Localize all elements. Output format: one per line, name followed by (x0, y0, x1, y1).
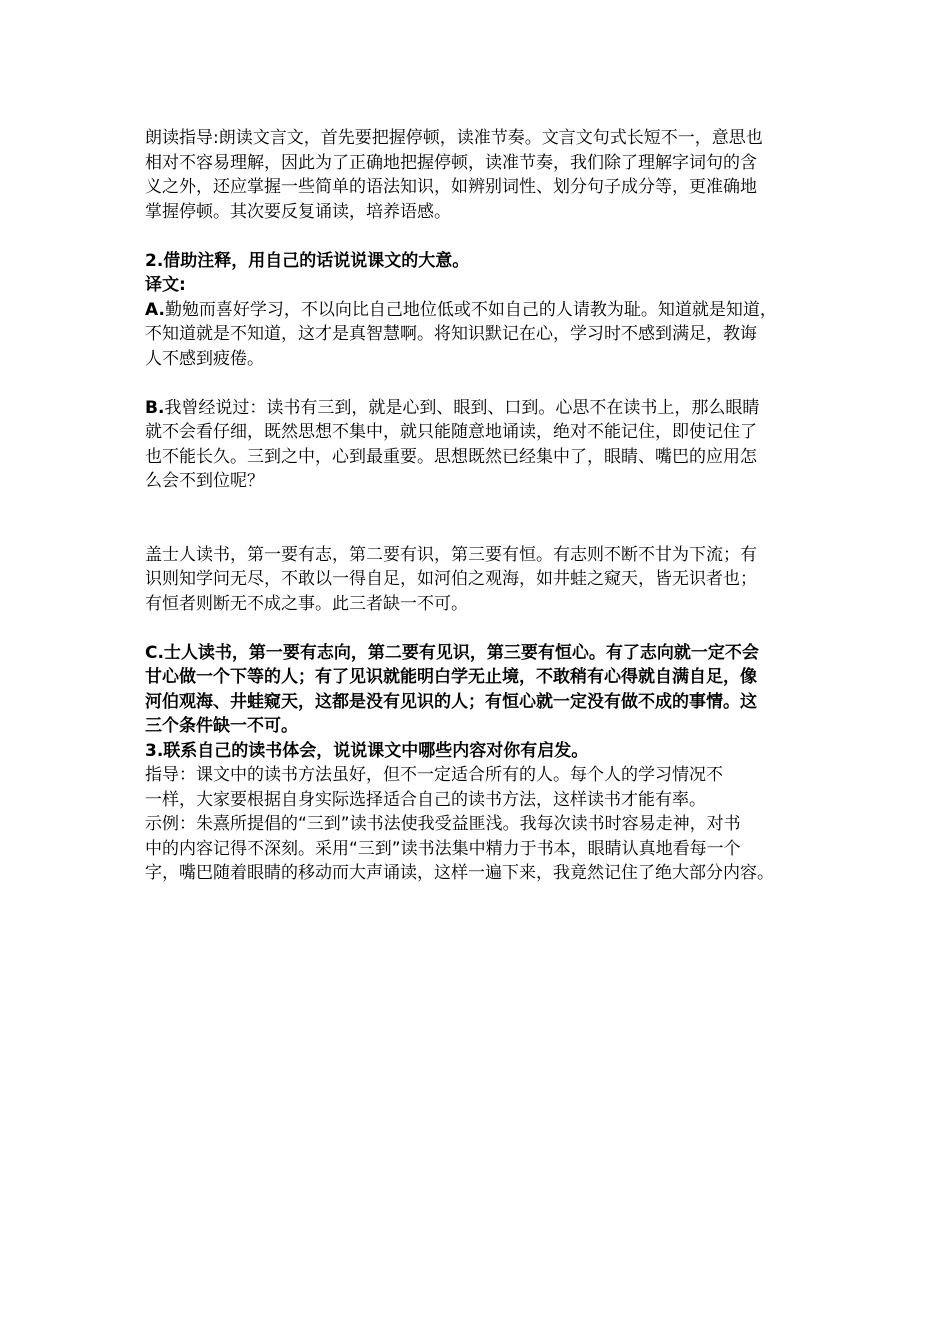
document-page (145, 126, 810, 886)
translation-b-line: 也不能长久。三到之中，心到最重要。思想既然已经集中了，眼睛、嘴巴的应用怎 (145, 446, 757, 467)
translation-a-text: 勤勉而喜好学习，不以向比自己地位低或不如自己的人请教为耻。知道就是知道， (164, 299, 777, 320)
translation-b-label: B. (145, 397, 165, 418)
reading-guide (145, 126, 810, 224)
question-3-example-line: 示例：朱熹所提倡的“三到”读书法使我受益匪浅。我每次读书时容易走神，对书 (145, 814, 741, 834)
question-2-heading: 2.借助注释，用自己的话说说课文的大意。 (145, 250, 470, 271)
reading-guide-line: 掌握停顿。其次要反复诵读，培养语感。 (145, 201, 451, 222)
original-text-line: 盖士人读书，第一要有志，第二要有识，第三要有恒。有志则不断不甘为下流；有 (145, 544, 757, 565)
translation-c-line: 河伯观海、井蛙窥天，这都是没有见识的人；有恒心就一定没有做不成的事情。这 (145, 691, 757, 712)
reading-guide-line: 相对不容易理解，因此为了正确地把握停顿，读准节奏，我们除了理解字词句的含 (145, 152, 757, 173)
translation-label: 译文: (145, 275, 186, 295)
question-3-guide-line: 一样，大家要根据自身实际选择适合自己的读书方法，这样读书才能有率。 (145, 789, 706, 810)
question-3-example-line: 字，嘴巴随着眼睛的移动而大声诵读，这样一遍下来，我竟然记住了绝大部分内容。 (145, 863, 774, 883)
translation-a-line (145, 298, 810, 323)
translation-c-line: 甘心做一个下等的人；有了见识就能明白学无止境，不敢稍有心得就自满自足，像 (145, 667, 757, 687)
translation-c-line: C.士人读书，第一要有志向，第二要有见识，第三要有恒心。有了志向就一定不会 (145, 642, 759, 663)
reading-guide-line: 义之外，还应掌握一些简单的语法知识，如辨别词性、划分句子成分等，更准确地 (145, 177, 757, 197)
spacer (145, 494, 810, 543)
translation-a-label: A. (145, 299, 165, 320)
translation-b-line: 就不会看仔细，既然思想不集中，就只能随意地诵读，绝对不能记住，即使记住了 (145, 422, 757, 442)
translation-b-line (145, 396, 810, 421)
spacer (145, 224, 810, 249)
translation-a-line: 人不感到疲倦。 (145, 348, 264, 369)
original-text-line: 有恒者则断无不成之事。此三者缺一不可。 (145, 593, 468, 614)
translation-b-text: 我曾经说过：读书有三到，就是心到、眼到、口到。心思不在读书上，那么眼睛 (164, 397, 760, 418)
question-3-heading: 3.联系自己的读书体会，说说课文中哪些内容对你有启发。 (145, 740, 589, 761)
translation-b-line: 么会不到位呢？ (145, 471, 264, 491)
original-text-line: 识则知学问无尽，不敢以一得自足，如河伯之观海，如井蛙之窥天，皆无识者也； (145, 569, 757, 589)
translation-c-line: 三个条件缺一不可。 (145, 716, 298, 736)
question-3 (145, 739, 810, 886)
reading-guide-line: 朗读指导:朗读文言文，首先要把握停顿，读准节奏。文言文句式长短不一，意思也 (145, 128, 763, 148)
translation-a-line: 不知道就是不知道，这才是真智慧啊。将知识默记在心，学习时不感到满足，教诲 (145, 324, 757, 344)
spacer (145, 371, 810, 396)
question-3-example-line: 中的内容记得不深刻。采用“三到”读书法集中精力于书本，眼睛认真地看每一个 (145, 838, 741, 859)
question-3-guide-line: 指导：课文中的读书方法虽好，但不一定适合所有的人。每个人的学习情况不 (145, 765, 723, 785)
question-2 (145, 249, 810, 739)
spacer (145, 616, 810, 641)
